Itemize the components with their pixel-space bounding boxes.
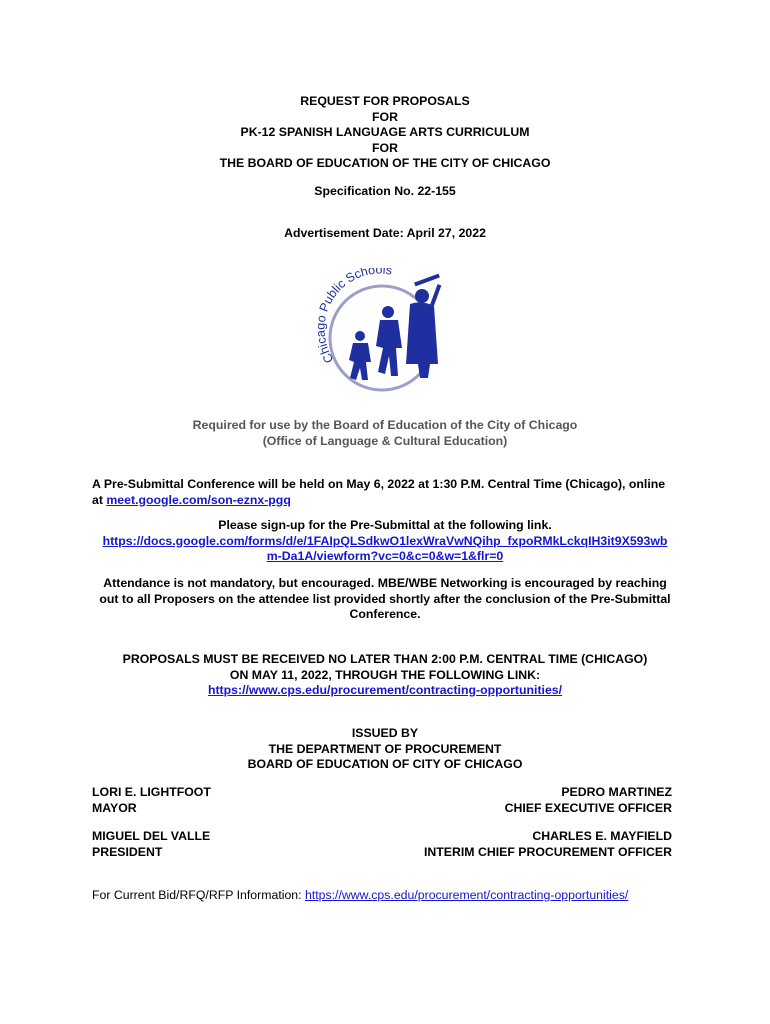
official-title: PRESIDENT [92, 844, 163, 859]
issued-by-block [0, 726, 770, 773]
header-line: PK-12 SPANISH LANGUAGE ARTS CURRICULUM [240, 125, 530, 139]
issued-line: BOARD OF EDUCATION OF CITY OF CHICAGO [247, 757, 523, 771]
document-header [0, 94, 770, 172]
footer-info [92, 888, 628, 904]
official-name: PEDRO MARTINEZ [561, 785, 672, 799]
attendance-paragraph [0, 576, 770, 623]
attendance-line: Conference. [349, 607, 421, 621]
conference-at: at [92, 492, 107, 507]
footer-link[interactable]: https://www.cps.edu/procurement/contracting-opportunities/ [304, 888, 629, 902]
deadline-line: PROPOSALS MUST BE RECEIVED NO LATER THAN 2:00 P.M. CENTRAL TIME (CHICAGO) [122, 652, 648, 666]
attendance-line: out to all Proposers on the attendee list provided shortly after the conclusion of the Pre-Submittal [99, 591, 671, 606]
official-president [92, 829, 210, 860]
advertisement-date: Advertisement Date: April 27, 2022 [284, 226, 486, 240]
cps-logo-icon [318, 268, 450, 394]
required-line: Required for use by the Board of Education of the City of Chicago [192, 418, 578, 432]
header-line: REQUEST FOR PROPOSALS [300, 94, 470, 108]
chicago-public-schools-logo [318, 268, 450, 394]
attendance-line: Attendance is not mandatory, but encouraged. MBE/WBE Networking is encouraged by reaching [103, 576, 667, 590]
signup-form-link-continued[interactable]: m-Da1A/viewform?vc=0&c=0&w=1&flr=0 [266, 549, 504, 563]
official-name: CHARLES E. MAYFIELD [532, 829, 672, 843]
required-line: (Office of Language & Cultural Education) [262, 433, 508, 448]
header-line: FOR [372, 109, 398, 124]
meet-link[interactable]: meet.google.com/son-eznx-pgq [106, 492, 291, 507]
issued-line: THE DEPARTMENT OF PROCUREMENT [268, 741, 502, 756]
official-name: LORI E. LIGHTFOOT [92, 785, 211, 799]
signup-block [0, 518, 770, 565]
official-title: INTERIM CHIEF PROCUREMENT OFFICER [424, 844, 672, 859]
official-name: MIGUEL DEL VALLE [92, 829, 211, 843]
issued-line: ISSUED BY [351, 726, 419, 740]
submission-link[interactable]: https://www.cps.edu/procurement/contracting-opportunities/ [207, 683, 563, 697]
official-ceo [505, 785, 672, 816]
header-line: THE BOARD OF EDUCATION OF THE CITY OF CHICAGO [219, 156, 551, 170]
official-mayor [92, 785, 211, 816]
footer-label: For Current Bid/RFQ/RFP Information: [92, 888, 305, 902]
conference-text: A Pre-Submittal Conference will be held on May 6, 2022 at 1:30 P.M. Central Time (Chicago), online [92, 477, 666, 491]
official-title: CHIEF EXECUTIVE OFFICER [504, 800, 672, 815]
signup-text: Please sign-up for the Pre-Submittal at the following link. [218, 518, 552, 532]
required-use-statement [0, 418, 770, 449]
logo-arc-text: Ch Public Schools [318, 268, 394, 366]
header-line: FOR [372, 140, 398, 155]
deadline-line: ON MAY 11, 2022, THROUGH THE FOLLOWING LINK: [229, 667, 541, 682]
deadline-block [0, 652, 770, 699]
official-title: MAYOR [92, 800, 137, 815]
official-procurement-officer [424, 829, 672, 860]
signup-form-link[interactable]: https://docs.google.com/forms/d/e/1FAIpQLSdkwO1lexWraVwNQihp_fxpoRMkLckqIH3it9X593wb [102, 533, 668, 548]
conference-paragraph [92, 477, 677, 508]
specification-number: Specification No. 22-155 [314, 184, 456, 198]
